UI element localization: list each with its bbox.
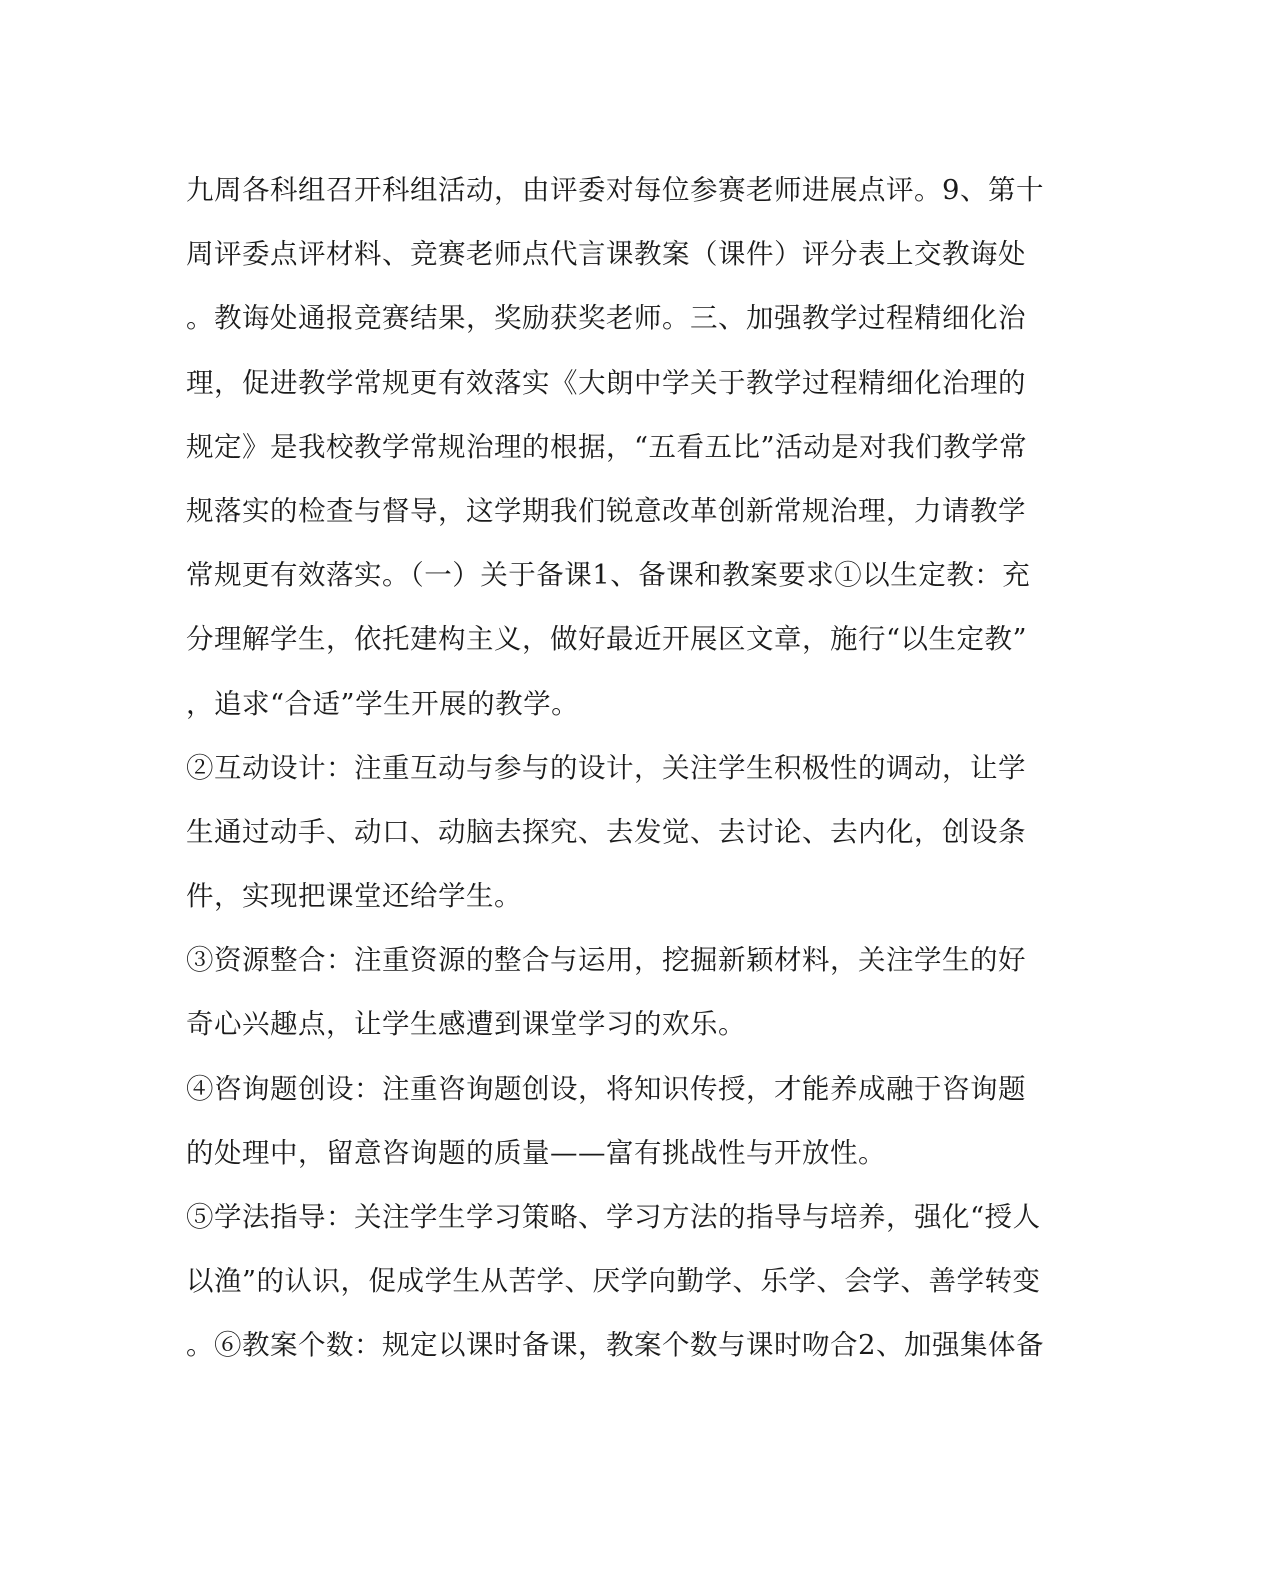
text-line: ⑤学法指导：关注学生学习策略、学习方法的指导与培养，强化“授人 [186, 1201, 1041, 1233]
text-line: 。⑥教案个数：规定以课时备课，教案个数与课时吻合2、加强集体备 [186, 1329, 1044, 1362]
text-line: 。教诲处通报竞赛结果，奖励获奖老师。三、加强教学过程精细化治 [186, 302, 1026, 335]
text-line: 奇心兴趣点，让学生感遭到课堂学习的欢乐。 [186, 1008, 746, 1041]
text-line: 常规更有效落实。（一）关于备课1、备课和教案要求①以生定教：充 [186, 559, 1031, 592]
body-text [186, 158, 1066, 1378]
text-line: ，追求“合适”学生开展的教学。 [186, 687, 580, 720]
text-line: 规落实的检查与督导，这学期我们锐意改革创新常规治理，力请教学 [186, 494, 1026, 527]
text-line: ③资源整合：注重资源的整合与运用，挖掘新颖材料，关注学生的好 [186, 944, 1026, 977]
text-line: 理，促进教学常规更有效落实《大朗中学关于教学过程精细化治理的 [186, 366, 1026, 399]
text-line: 九周各科组召开科组活动，由评委对每位参赛老师进展点评。9、第十 [186, 174, 1044, 206]
text-line: 件，实现把课堂还给学生。 [186, 880, 522, 913]
text-line: 以渔”的认识，促成学生从苦学、厌学向勤学、乐学、会学、善学转变 [186, 1265, 1041, 1298]
text-line: 周评委点评材料、竞赛老师点代言课教案（课件）评分表上交教诲处 [186, 238, 1026, 271]
text-line: 规定》是我校教学常规治理的根据，“五看五比”活动是对我们教学常 [186, 430, 1028, 463]
text-line: 生通过动手、动口、动脑去探究、去发觉、去讨论、去内化，创设条 [186, 815, 1026, 848]
text-line: 的处理中，留意咨询题的质量——富有挑战性与开放性。 [186, 1136, 886, 1169]
text-line: ②互动设计：注重互动与参与的设计，关注学生积极性的调动，让学 [186, 751, 1026, 784]
text-line: ④咨询题创设：注重咨询题创设，将知识传授，才能养成融于咨询题 [186, 1072, 1026, 1105]
text-line: 分理解学生，依托建构主义，做好最近开展区文章，施行“以生定教” [186, 623, 1028, 656]
